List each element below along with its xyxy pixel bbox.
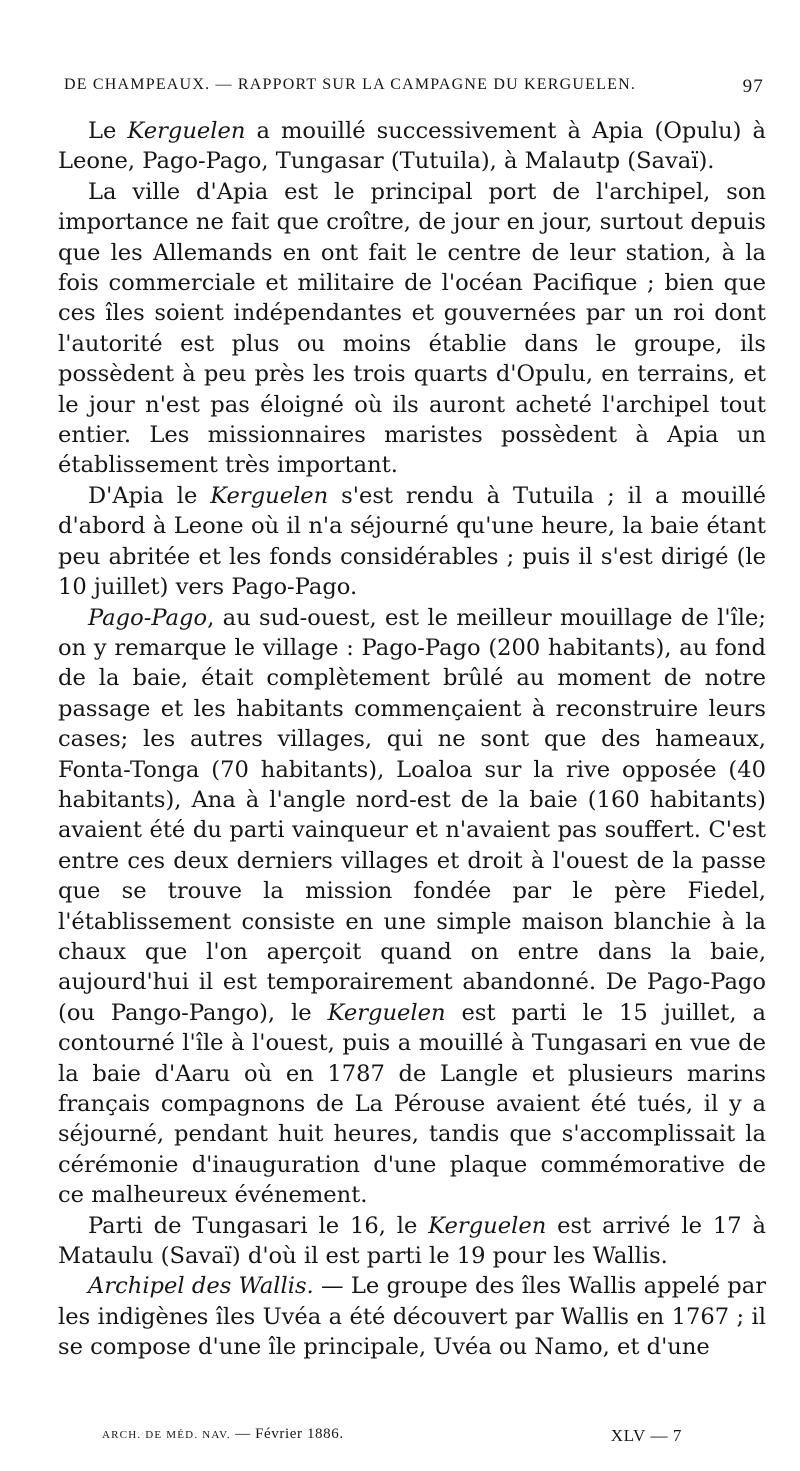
footer-citation xyxy=(102,1426,344,1442)
paragraph: Pago-Pago, au sud-ouest, est le meilleur mouillage de l'île; on y remarque le village : Pago-Pago (200 habitants), au fond de la baie, était complètement brûlé au moment de notre passage et les habitants commençaient à reconstruire leurs cases; les autres villages, qui ne sont que des hameaux, Fonta-Tonga (70 habitants), Loaloa sur la rive opposée (40 habitants), Ana à l'angle nord-est de la baie (160 habitants) avaient été du parti vainqueur et n'avaient pas souffert. C'est entre ces deux derniers villages et droit à l'ouest de la passe que se trouve la mission fondée par le père Fiedel, l'établissement consiste en une simple maison blanchie à la chaux que l'on aperçoit quand on entre dans la baie, aujourd'hui il est temporairement abandonné. De Pago-Pago (ou Pango-Pango), le Kerguelen est parti le 15 juillet, a contourné l'île à l'ouest, puis a mouillé à Tungasari en vue de la baie d'Aaru où en 1787 de Langle et plusieurs marins français compagnons de La Pérouse avaient été tués, il y a séjourné, pendant huit heures, tandis que s'accomplissait la cérémonie d'inauguration d'une plaque commémorative de ce malheureux événement. xyxy=(58,604,766,1209)
page-footer xyxy=(102,1426,682,1443)
paragraph: Archipel des Wallis. — Le groupe des îles Wallis appelé par les indigènes îles Uvéa a été découvert par Wallis en 1767 ; il se compose d'une île principale, Uvéa ou Namo, et d'une xyxy=(58,1273,766,1361)
journal-abbrev: ARCH. DE MÉD. NAV. xyxy=(102,1429,231,1441)
ship-name: Kerguelen xyxy=(327,999,446,1026)
running-head xyxy=(64,76,764,97)
paragraph: Le Kerguelen a mouillé successivement à Apia (Opulu) à Leone, Pago-Pago, Tungasar (Tutuila), à Malautp (Savaï). xyxy=(58,118,766,175)
section-heading: Archipel des Wallis. xyxy=(88,1273,314,1300)
paragraph: D'Apia le Kerguelen s'est rendu à Tutuila ; il a mouillé d'abord à Leone où il n'a séjourné qu'une heure, la baie étant peu abritée et les fonds considérables ; puis il s'est dirigé (le 10 juillet) vers Pago-Pago. xyxy=(58,482,766,601)
ship-name: Kerguelen xyxy=(127,118,246,144)
ship-name: Kerguelen xyxy=(210,482,329,509)
page-number: 97 xyxy=(742,76,764,97)
paragraph: La ville d'Apia est le principal port de l'archipel, son importance ne fait que croître, de jour en jour, surtout depuis que les Allemands en ont fait le centre de leur station, à la fois commerciale et militaire de l'océan Pacifique ; bien que ces îles soient indépendantes et gouvernées par un roi dont l'autorité est plus ou moins établie dans le groupe, ils possèdent à peu près les trois quarts d'Opulu, en terrains, et le jour n'est pas éloigné où ils auront acheté l'archipel tout entier. Les missionnaires maristes possèdent à Apia un établissement très important. xyxy=(58,178,766,479)
paragraph: Parti de Tungasari le 16, le Kerguelen est arrivé le 17 à Mataulu (Savaï) d'où il est parti le 19 pour les Wallis. xyxy=(58,1212,766,1270)
body-text xyxy=(58,116,766,1363)
place-heading: Pago-Pago xyxy=(88,604,208,631)
ship-name: Kerguelen xyxy=(428,1212,547,1239)
signature-mark: XLV — 7 xyxy=(610,1426,682,1445)
issue-date: — Février 1886. xyxy=(235,1426,344,1442)
running-title: DE CHAMPEAUX. — RAPPORT SUR LA CAMPAGNE DU KERGUELEN. xyxy=(64,76,637,93)
